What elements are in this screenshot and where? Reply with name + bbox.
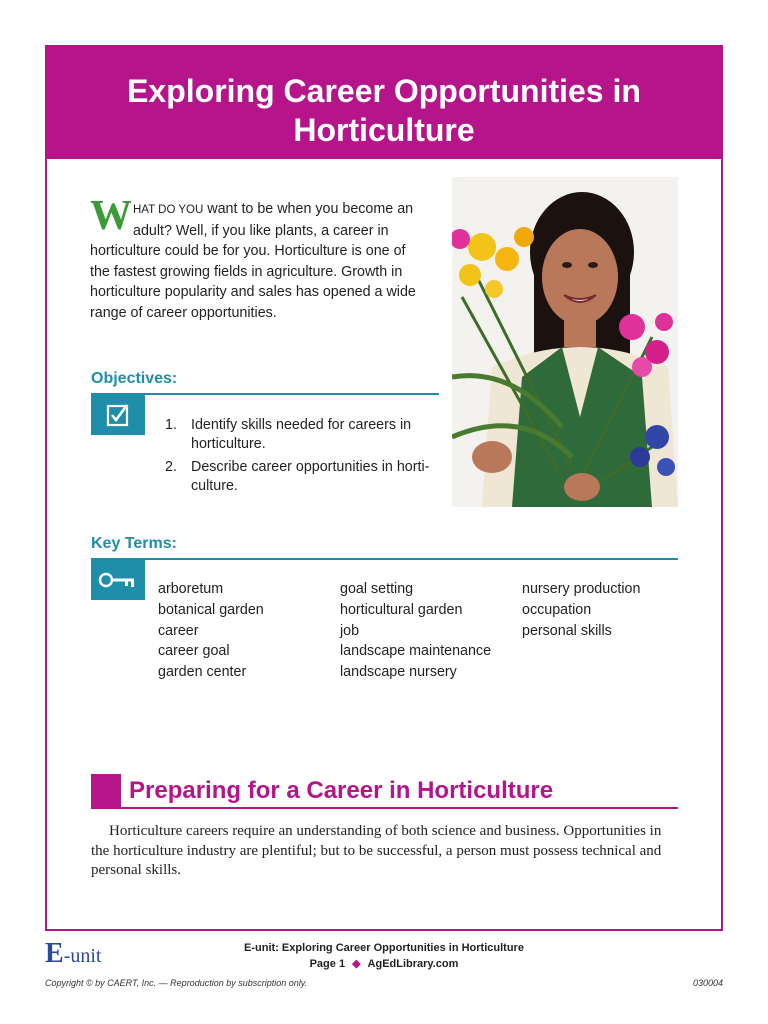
intro-paragraph [90, 193, 425, 323]
key-term: landscape nursery [340, 664, 457, 681]
section-rule [91, 807, 678, 809]
section-heading: Preparing for a Career in Horticulture [129, 777, 554, 804]
intro-small-caps: HAT DO YOU [133, 204, 204, 216]
key-term: career [158, 622, 199, 639]
key-terms-column-1 [158, 579, 264, 683]
key-term: career goal [158, 643, 230, 660]
footer-page-line [184, 956, 584, 972]
key-term: goal setting [340, 581, 414, 597]
key-icon [91, 559, 145, 600]
drop-cap: W [90, 193, 132, 239]
page-number: Page 1 [309, 958, 346, 970]
section-marker [91, 774, 121, 808]
eunit-logo: E-unit [45, 938, 102, 969]
key-term: personal skills [522, 622, 612, 639]
key-term: garden center [158, 664, 247, 681]
footer-unit-title: E-unit: Exploring Career Opportunities in Horticulture [244, 942, 524, 954]
document-code: 030004 [692, 978, 723, 988]
key-term: arboretum [158, 581, 224, 597]
intro-text: want to be when you become an adult? Well, if you like plants, a career in horticulture could be for you. Horticulture is one of the fastest growing fields in agriculture. Growth in horticulture popularity and sales has opened a wide range of career opportunities. [90, 201, 416, 321]
diamond-icon: ◆ [352, 958, 361, 970]
key-term: landscape maintenance [340, 643, 492, 660]
site-link[interactable]: AgEdLibrary.com [367, 958, 459, 970]
key-term: botanical garden [158, 601, 264, 618]
objectives-heading: Objectives: [91, 370, 178, 387]
footer-info [184, 940, 584, 972]
section-body: Horticulture careers require an understanding of both science and business. Opportunities in the horticulture industry are plentiful; but to be successful, a person must possess technical and personal skills. [91, 823, 662, 878]
key-terms-column-2 [340, 579, 491, 683]
key-term: horticultural garden [340, 601, 463, 618]
copyright-notice: Copyright © by CAERT, Inc. — Reproduction by subscription only. [45, 978, 308, 988]
page-title: Exploring Career Opportunities in Horticulture [127, 73, 641, 148]
key-term: nursery production [522, 581, 641, 597]
list-item: 2. Describe career opportunities in horti-culture. [165, 459, 430, 494]
key-terms-rule [91, 558, 678, 560]
key-term: job [340, 622, 360, 639]
key-terms-column-3 [522, 579, 640, 641]
woman-with-flowers-photo [452, 177, 678, 507]
key-term: occupation [522, 601, 592, 618]
key-terms-heading: Key Terms: [91, 535, 177, 552]
list-item: 1. Identify skills needed for careers in horticulture. [165, 417, 412, 452]
checkbox-icon [91, 394, 145, 435]
objectives-list [165, 416, 440, 500]
